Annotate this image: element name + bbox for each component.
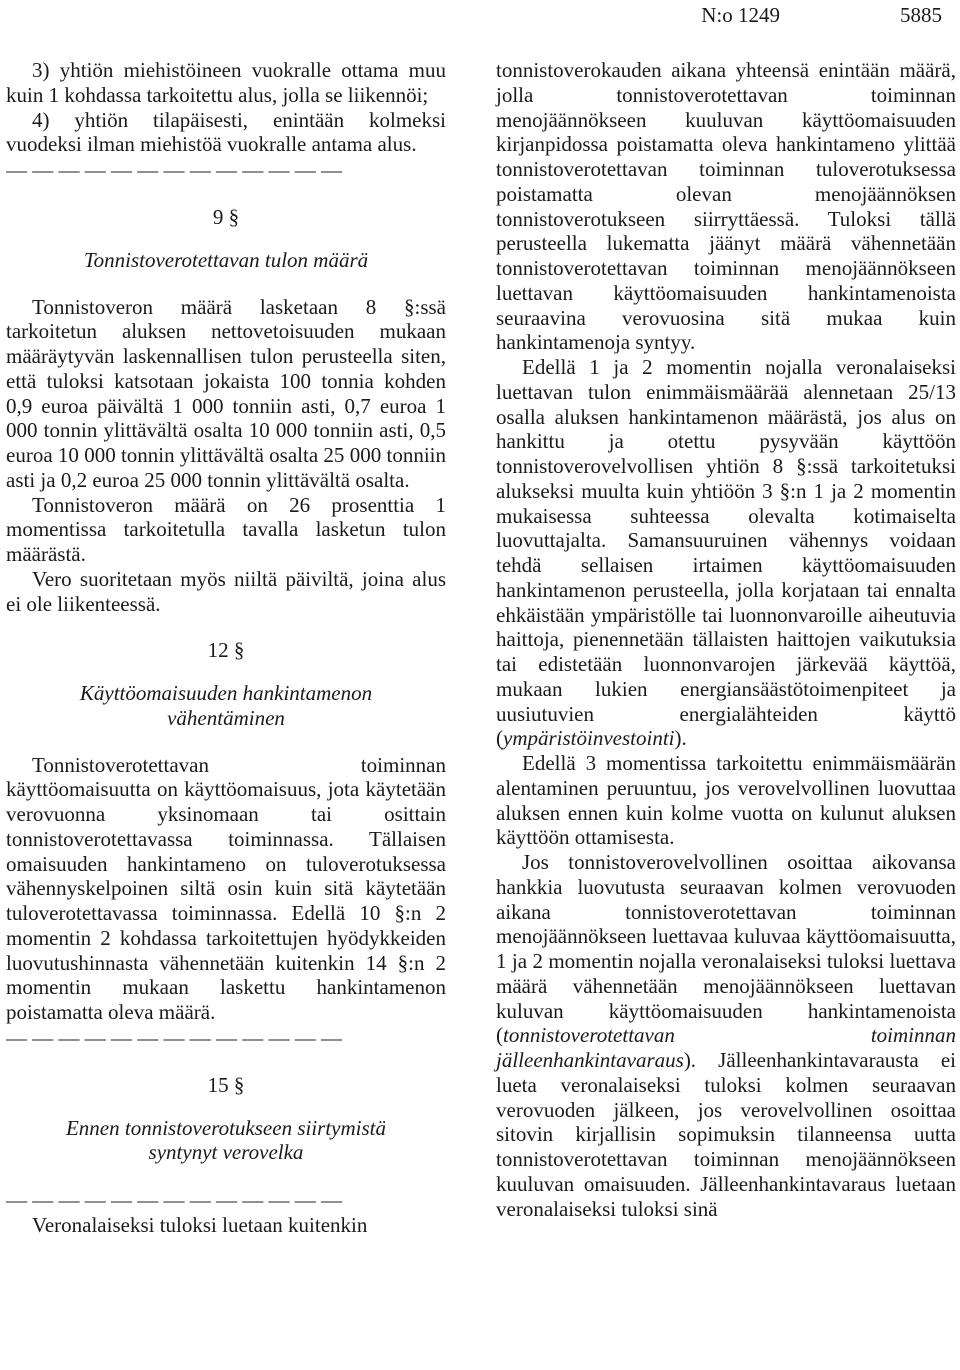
journal-number: N:o 1249 [701, 2, 780, 27]
left-column [6, 58, 446, 1238]
italic-term: tonnistoverotettavan toiminnan jälleenhankintavaraus [496, 1023, 956, 1072]
list-item: 4) yhtiön tilapäisesti, enintään kolmeksi vuodeksi ilman miehistöä vuokralle antama alus. [6, 107, 446, 157]
section-number: 12 § [207, 638, 245, 663]
page-header [701, 0, 942, 30]
section-title: Käyttöomaisuuden hankintamenon vähentäminen [79, 681, 373, 730]
paragraph: Tonnistoverotettavan toiminnan käyttöomaisuutta on käyttöomaisuus, jota käytetään verovuonna yksinomaan tai osittain tonnistoverotettavassa toiminnassa. Tällaisen omaisuuden hankintameno on tuloverotuksessa vähennyskelpoinen siltä osin kuin sitä käytetään tuloverotettavassa toiminnassa. Edellä 10 §:n 2 momentin 2 kohdassa tarkoitettujen hyödykkeiden luovutushinnasta vähennetään kuitenkin 14 §:n 2 momentin mukaan laskettu hankintamenon poistamatta oleva määrä. [6, 752, 446, 1024]
paragraph: Tonnistoveron määrä lasketaan 8 §:ssä tarkoitetun aluksen nettovetoisuuden mukaan määräytyvän laskennallisen tulon perusteella siten, että tuloksi katsotaan jokaista 100 tonnia kohden 0,9 euroa päivältä 1 000 tonniin asti, 0,7 euroa 1 000 tonnin ylittävältä osalta 10 000 tonniin asti, 0,5 euroa 10 000 tonnin ylittävältä osalta 25 000 tonniin asti ja 0,2 euroa 25 000 tonnin ylittävältä osalta. [6, 294, 446, 492]
paragraph [496, 850, 956, 1221]
paragraph: Tonnistoveron määrä on 26 prosenttia 1 momentissa tarkoitetulla tavalla lasketun tulon määrästä. [6, 492, 446, 566]
paragraph-text: ). [674, 726, 687, 751]
paragraph-text: Edellä 1 ja 2 momentin nojalla veronalaiseksi luettavan tulon enimmäismäärää alennetaan 25/13 osalla aluksen hankintamenon määrästä, jos alus on hankittu ja otettu pysyvään käyttöön tonnistoverovelvollisen yhtiön 8 §:ssä tarkoitetuksi alukseksi muulta kuin yhtiöön 3 §:n 1 ja 2 momentin mukaisessa suhteessa olevalta kotimaiselta luovuttajalta. Samansuuruinen vähennys voidaan tehdä sellaisen irtaimen käyttöomaisuuden hankintamenon perusteella, jolla korjataan tai ennalta ehkäistään ympäristölle tai luonnonvaroille aiheutuvia haittoja, pienennetään tällaisten haittojen vaikutuksia tai edistetään luonnonvarojen järkevää käyttöä, mukaan lukien energiansäästötoimenpiteet ja uusiutuvien energialähteiden käyttö ( [496, 355, 956, 751]
section-divider: — — — — — — — — — — — — — [6, 1188, 342, 1212]
paragraph [496, 355, 956, 751]
section-number: 9 § [212, 205, 240, 229]
section-title: Tonnistoverotettavan tulon määrä [83, 247, 369, 272]
italic-term: ympäristöinvestointi [503, 726, 675, 751]
section-divider: — — — — — — — — — — — — — [6, 1025, 342, 1050]
paragraph-text: ). Jälleenhankintavarausta ei lueta veronalaiseksi tuloksi kolmen seuraavan verovuoden jälkeen, jos verovelvollinen osoittaa sitovin kirjallisin sopimuksin tilanneensa uutta tonnistoverotettavan toiminnan menojäännökseen kuuluvan omaisuuden. Jälleenhankintavaraus luetaan veronalaiseksi tuloksi sinä [496, 1048, 956, 1221]
section-divider: — — — — — — — — — — — — — [6, 158, 342, 182]
paragraph: tonnistoverokauden aikana yhteensä enintään määrä, jolla tonnistoverotettavan toiminnan menojäännökseen kuuluvan käyttöomaisuuden kirjanpidossa poistamatta oleva hankintameno ylittää tonnistoverotettavan toiminnan tuloverotuksessa poistamatta olevan menojäännöksen tonnistoverotukseen siirryttäessä. Tuloksi tällä perusteella lukematta jäänyt määrä vähennetään tonnistoverotettavan toiminnan menojäännökseen luettavan käyttöomaisuuden hankintamenoista seuraavina verovuosina sitä mukaa kuin hankintamenoja syntyy. [496, 58, 956, 355]
paragraph: Veronalaiseksi tuloksi luetaan kuitenkin [32, 1213, 368, 1237]
paragraph: Vero suoritetaan myös niiltä päiviltä, joina alus ei ole liikenteessä. [6, 566, 446, 616]
paragraph-text: Jos tonnistoverovelvollinen osoittaa aikovansa hankkia luovutusta seuraavan kolmen verovuoden aikana tonnistoverotettavan toiminnan menojäännökseen luettavaa kuluvaa käyttöomaisuutta, 1 ja 2 momentin nojalla veronalaiseksi tuloksi luettava määrä vähennetään menojäännökseen luettavan kuluvan käyttöomaisuuden hankintamenoista ( [496, 850, 956, 1048]
section-number: 15 § [207, 1072, 245, 1097]
right-column [496, 58, 956, 1221]
section-title: Ennen tonnistoverotukseen siirtymistä syntynyt verovelka [65, 1115, 386, 1165]
page-number: 5885 [900, 2, 942, 27]
paragraph: Edellä 3 momentissa tarkoitettu enimmäismäärän alentaminen peruuntuu, jos verovelvollinen luovuttaa aluksen ennen kuin kolme vuotta on kulunut aluksen käyttöön ottamisesta. [496, 751, 956, 850]
list-item: 3) yhtiön miehistöineen vuokralle ottama muu kuin 1 kohdassa tarkoitettu alus, jolla se liikennöi; [6, 58, 446, 107]
